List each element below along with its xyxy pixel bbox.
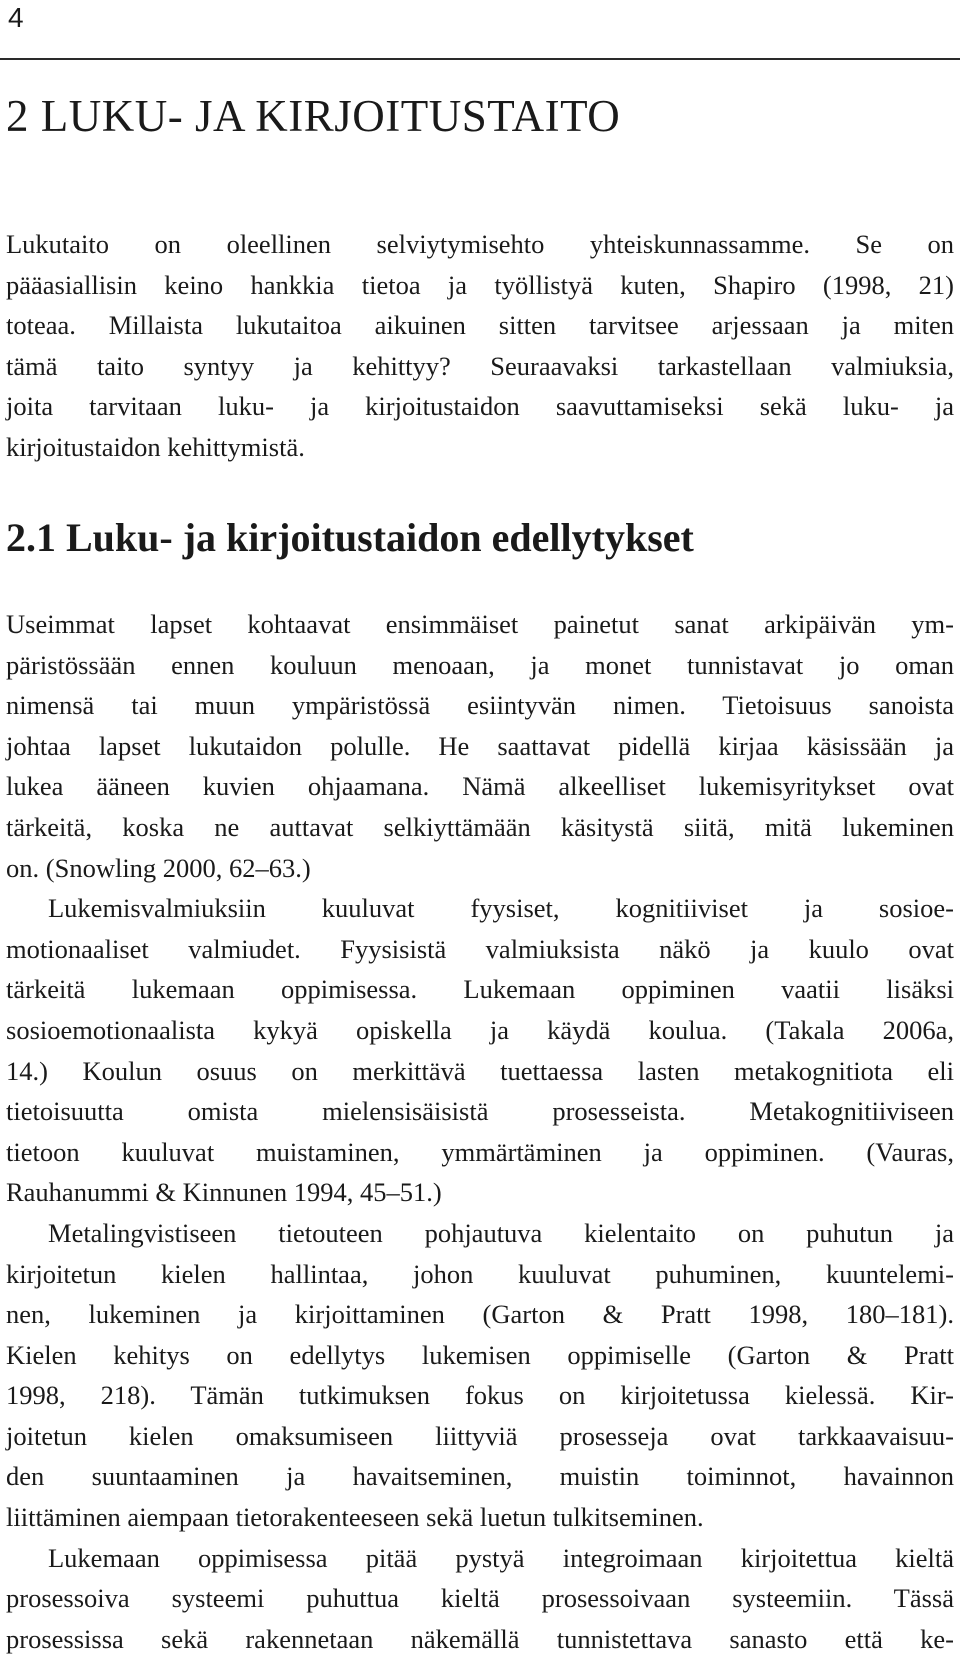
intro-line: tämä taito syntyy ja kehittyy? Seuraavaksi tarkastellaan valmiuksia,: [6, 350, 954, 381]
body-line: tietoon kuuluvat muistaminen, ymmärtäminen ja oppiminen. (Vauras,: [6, 1136, 954, 1167]
intro-line: Lukutaito on oleellinen selviytymisehto yhteiskunnassamme. Se on: [6, 229, 954, 259]
body-line: den suuntaaminen ja havaitseminen, muistin toiminnot, havainnon: [6, 1461, 954, 1492]
body-line: Lukemisvalmiuksiin kuuluvat fyysiset, kognitiiviset ja sosioe-: [48, 893, 954, 924]
intro-line: pääasiallisin keino hankkia tietoa ja työllistyä kuten, Shapiro (1998, 21): [6, 269, 954, 300]
body-line: Kielen kehitys on edellytys lukemisen oppimiselle (Garton & Pratt: [6, 1339, 954, 1370]
body-line: liittäminen aiempaan tietorakenteeseen sekä luetun tulkitseminen.: [6, 1502, 704, 1533]
body-line: päristössään ennen kouluun menoaan, ja monet tunnistavat jo oman: [6, 649, 954, 680]
body-line: johtaa lapset lukutaidon polulle. He saattavat pidellä kirjaa käsissään ja: [6, 730, 954, 761]
body-line: 14.) Koulun osuus on merkittävä tuettaessa lasten metakognitiota eli: [6, 1055, 954, 1086]
body-line: Rauhanummi & Kinnunen 1994, 45–51.): [6, 1177, 442, 1208]
body-line: nimensä tai muun ympäristössä esiintyvän nimen. Tietoisuus sanoista: [6, 690, 954, 721]
body-line: tärkeitä, koska ne auttavat selkiyttämään käsitystä siitä, mitä lukeminen: [6, 811, 954, 842]
section-body: [6, 604, 954, 1659]
header-rule: [0, 58, 960, 60]
intro-paragraph: [6, 224, 954, 468]
body-line: Lukemaan oppimisessa pitää pystyä integroimaan kirjoitettua kieltä: [48, 1542, 954, 1573]
body-line: sosioemotionaalista kykyä opiskella ja käydä koulua. (Takala 2006a,: [6, 1014, 954, 1045]
body-line: motionaaliset valmiudet. Fyysisistä valmiuksista näkö ja kuulo ovat: [6, 933, 954, 964]
page-number: 4: [8, 2, 24, 33]
chapter-title: 2 LUKU- JA KIRJOITUSTAITO: [6, 91, 621, 141]
body-line: joitetun kielen omaksumiseen liittyviä prosesseja ovat tarkkaavaisuu-: [6, 1420, 954, 1451]
body-line: tietoisuutta omista mielensisäisistä prosesseista. Metakognitiiviseen: [6, 1096, 954, 1127]
body-line: on. (Snowling 2000, 62–63.): [6, 852, 311, 883]
section-title: 2.1 Luku- ja kirjoitustaidon edellytykset: [6, 515, 694, 560]
intro-line: toteaa. Millaista lukutaitoa aikuinen sitten tarvitsee arjessaan ja miten: [6, 310, 954, 341]
body-line: tärkeitä lukemaan oppimisessa. Lukemaan oppiminen vaatii lisäksi: [6, 974, 954, 1005]
body-line: prosessissa sekä rakennetaan näkemällä tunnistettava sanasto että ke-: [6, 1623, 954, 1654]
body-line: nen, lukeminen ja kirjoittaminen (Garton & Pratt 1998, 180–181).: [6, 1299, 954, 1330]
intro-line: joita tarvitaan luku- ja kirjoitustaidon saavuttamiseksi sekä luku- ja: [6, 391, 954, 422]
body-line: kirjoitetun kielen hallintaa, johon kuuluvat puhuminen, kuuntelemi-: [6, 1258, 954, 1289]
body-line: prosessoiva systeemi puhuttua kieltä prosessoivaan systeemiin. Tässä: [6, 1583, 954, 1614]
body-line: lukea ääneen kuvien ohjaamana. Nämä alkeelliset lukemisyritykset ovat: [6, 771, 954, 802]
body-line: Metalingvistiseen tietouteen pohjautuva kielentaito on puhutun ja: [48, 1217, 954, 1248]
intro-line: kirjoitustaidon kehittymistä.: [6, 431, 305, 462]
body-line: Useimmat lapset kohtaavat ensimmäiset painetut sanat arkipäivän ym-: [6, 609, 954, 639]
body-line: 1998, 218). Tämän tutkimuksen fokus on kirjoitetussa kielessä. Kir-: [6, 1380, 954, 1411]
